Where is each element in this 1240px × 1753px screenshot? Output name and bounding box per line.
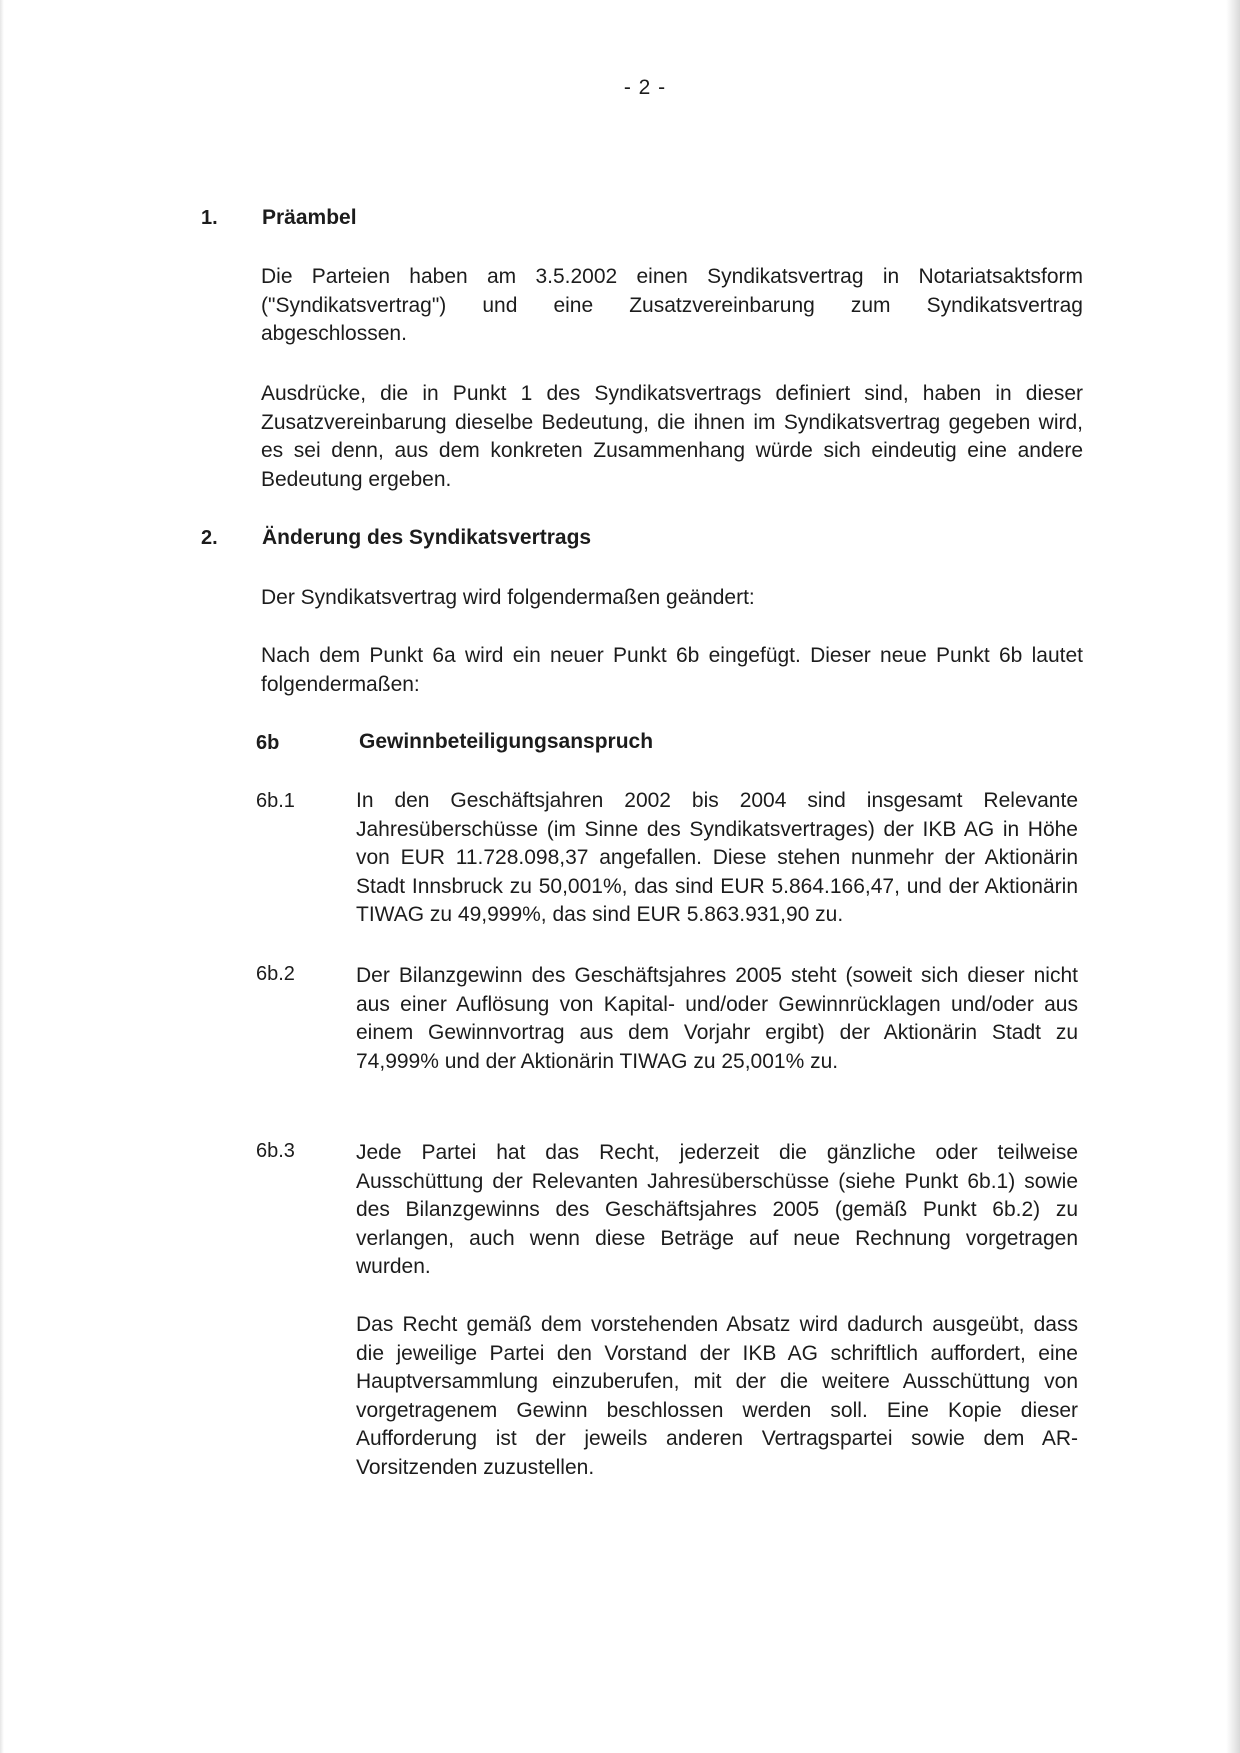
item-number-6b2: 6b.2 xyxy=(256,963,295,985)
section-2-paragraph-2: Nach dem Punkt 6a wird ein neuer Punkt 6b eingefügt. Dieser neue Punkt 6b lautet folgendermaßen: xyxy=(261,644,1083,696)
scan-edge-left xyxy=(0,0,4,1753)
item-text-6b3: Jede Partei hat das Recht, jederzeit die gänzliche oder teilweise Ausschüttung der Relevanten Jahresüberschüsse (siehe Punkt 6b.1) sowie des Bilanzgewinns des Geschäftsjahres 2005 (gemäß Punkt 6b.2) zu verlangen, auch wenn diese Beträge auf neue Rechnung vorgetragen wurden. xyxy=(356,1141,1078,1279)
item-text-6b2: Der Bilanzgewinn des Geschäftsjahres 2005 steht (soweit sich dieser nicht aus einer Auflösung von Kapital- und/oder Gewinnrücklagen und/oder aus einem Gewinnvortrag aus dem Vorjahr ergibt) der Aktionärin Stadt zu 74,999% und der Aktionärin TIWAG zu 25,001% zu. xyxy=(356,964,1078,1073)
item-text-6b3-paragraph-2: Das Recht gemäß dem vorstehenden Absatz wird dadurch ausgeübt, dass die jeweilige Partei den Vorstand der IKB AG schriftlich auffordert, eine Hauptversammlung einzuberufen, mit der die weitere Ausschüttung von vorgetragenem Gewinn beschlossen werden soll. Eine Kopie dieser Aufforderung ist der jeweils anderen Vertragspartei sowie dem AR-Vorsitzenden zuzustellen. xyxy=(356,1313,1078,1479)
section-title-praeambel: Präambel xyxy=(262,206,357,229)
subsection-number-6b: 6b xyxy=(256,732,280,754)
section-number-1: 1. xyxy=(201,207,218,229)
item-number-6b1: 6b.1 xyxy=(256,790,295,812)
section-title-aenderung: Änderung des Syndikatsvertrags xyxy=(262,526,592,549)
section-number-2: 2. xyxy=(201,527,218,549)
section-1-paragraph-1: Die Parteien haben am 3.5.2002 einen Syndikatsvertrag in Notariatsaktsform ("Syndikatsvertrag") und eine Zusatzvereinbarung zum Syndikatsvertrag abgeschlossen. xyxy=(261,265,1083,346)
section-1-paragraph-2: Ausdrücke, die in Punkt 1 des Syndikatsvertrags definiert sind, haben in dieser Zusatzvereinbarung dieselbe Bedeutung, die ihnen im Syndikatsvertrag gegeben wird, es sei denn, aus dem konkreten Zusammenhang würde sich eindeutig eine andere Bedeutung ergeben. xyxy=(261,382,1083,491)
item-text-6b1: In den Geschäftsjahren 2002 bis 2004 sind insgesamt Relevante Jahresüberschüsse (im Sinne des Syndikatsvertrages) der IKB AG in Höhe von EUR 11.728.098,37 angefallen. Diese stehen nunmehr der Aktionärin Stadt Innsbruck zu 50,001%, das sind EUR 5.864.166,47, und der Aktionärin TIWAG zu 49,999%, das sind EUR 5.863.931,90 zu. xyxy=(356,789,1078,927)
scan-edge-right xyxy=(1226,0,1240,1753)
section-2-paragraph-1: Der Syndikatsvertrag wird folgendermaßen geändert: xyxy=(261,586,755,609)
item-number-6b3: 6b.3 xyxy=(256,1140,295,1162)
subsection-title: Gewinnbeteiligungsanspruch xyxy=(359,730,654,753)
page-number: - 2 - xyxy=(623,76,667,99)
